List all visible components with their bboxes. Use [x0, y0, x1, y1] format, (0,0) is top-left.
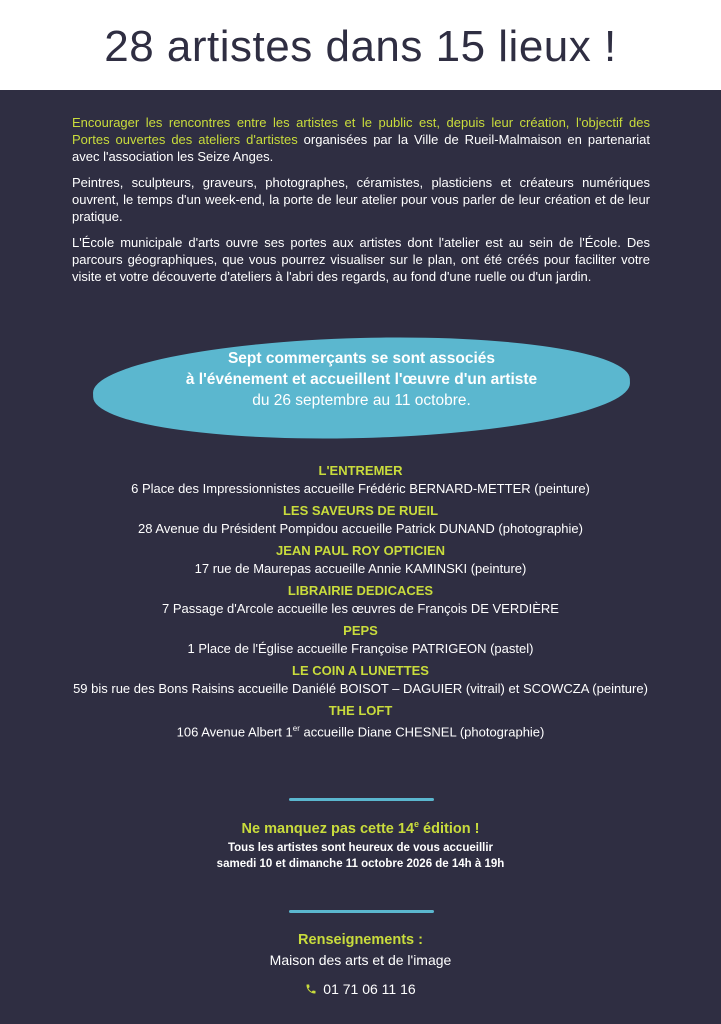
bubble-line-1: Sept commerçants se sont associés	[227, 350, 496, 367]
info-place: Maison des arts et de l'image	[269, 952, 452, 968]
list-item	[0, 542, 721, 578]
phone-icon	[305, 983, 317, 995]
shop-name: L'ENTREMER	[318, 463, 403, 478]
divider-line	[289, 910, 434, 913]
bubble-text	[93, 348, 630, 411]
intro-paragraph-1	[72, 114, 650, 165]
shop-address: 7 Passage d'Arcole accueille les œuvres de François DE VERDIÈRE	[162, 601, 559, 616]
edition-title	[0, 813, 721, 840]
intro-text	[72, 114, 650, 294]
shop-name: LES SAVEURS DE RUEIL	[282, 503, 439, 518]
edition-line-2: samedi 10 et dimanche 11 octobre 2026 de 14h à 19h	[216, 857, 505, 870]
header-banner	[0, 0, 721, 90]
info-title: Renseignements :	[298, 932, 423, 948]
edition-title-superscript: e	[414, 819, 420, 829]
list-item	[0, 582, 721, 618]
divider-line	[289, 798, 434, 801]
intro-highlight: Encourager les rencontres entre les artistes et le public est, depuis leur création, l'objectif des Portes ouvertes des ateliers d'artistes	[72, 115, 650, 147]
list-item	[0, 502, 721, 538]
shop-address-end: accueille Diane CHESNEL (photographie)	[299, 724, 545, 740]
edition-block	[0, 813, 721, 872]
intro-paragraph-2: Peintres, sculpteurs, graveurs, photographes, céramistes, plasticiens et créateurs numériques ouvrent, le temps d'un week-end, la porte de leur atelier pour vous parler de leur création et de leur pratique.	[72, 175, 650, 224]
shop-address-superscript: er	[292, 724, 300, 733]
shop-address: 28 Avenue du Président Pompidou accueille Patrick DUNAND (photographie)	[138, 521, 583, 536]
shop-address: 6 Place des Impressionnistes accueille Frédéric BERNARD-METTER (peinture)	[131, 481, 590, 496]
list-item	[0, 662, 721, 698]
shop-name: THE LOFT	[328, 703, 393, 718]
info-phone[interactable]	[0, 979, 721, 999]
shop-address	[0, 720, 721, 741]
list-item	[0, 702, 721, 741]
shop-address: 1 Place de l'Église accueille Françoise PATRIGEON (pastel)	[187, 641, 534, 656]
intro-paragraph-1-rest: organisées par la Ville de Rueil-Malmaison en partenariat avec l'association les Seize Anges.	[72, 132, 650, 164]
shop-name: LE COIN A LUNETTES	[292, 663, 429, 678]
list-item	[0, 622, 721, 658]
shop-address: 17 rue de Maurepas accueille Annie KAMINSKI (peinture)	[194, 561, 527, 576]
phone-number: 01 71 06 11 16	[323, 981, 416, 997]
shop-name: JEAN PAUL ROY OPTICIEN	[275, 543, 446, 558]
edition-title-end: édition !	[419, 820, 480, 837]
info-block	[0, 930, 721, 999]
shop-name: LIBRAIRIE DEDICACES	[287, 583, 434, 598]
page-title: 28 artistes dans 15 lieux !	[104, 22, 617, 71]
bubble-line-3: du 26 septembre au 11 octobre.	[252, 392, 471, 409]
intro-paragraph-3: L'École municipale d'arts ouvre ses portes aux artistes dont l'atelier est au sein de l'École. Des parcours géographiques, que vous pourrez visualiser sur le plan, ont été créés pour faciliter votre visite et votre découverte d'ateliers à l'abri des regards, au fond d'une ruelle ou d'un jardin.	[72, 235, 650, 284]
shop-address: 59 bis rue des Bons Raisins accueille Daniélé BOISOT – DAGUIER (vitrail) et SCOWCZA (peinture)	[73, 681, 648, 696]
edition-title-start: Ne manquez pas cette 14	[241, 820, 415, 837]
shop-list	[0, 462, 721, 745]
edition-line-1: Tous les artistes sont heureux de vous accueillir	[227, 841, 494, 854]
shop-address-start: 106 Avenue Albert 1	[176, 724, 293, 740]
bubble-line-2: à l'événement et accueillent l'œuvre d'un artiste	[185, 371, 538, 388]
shop-name: PEPS	[343, 623, 378, 638]
list-item	[0, 462, 721, 498]
